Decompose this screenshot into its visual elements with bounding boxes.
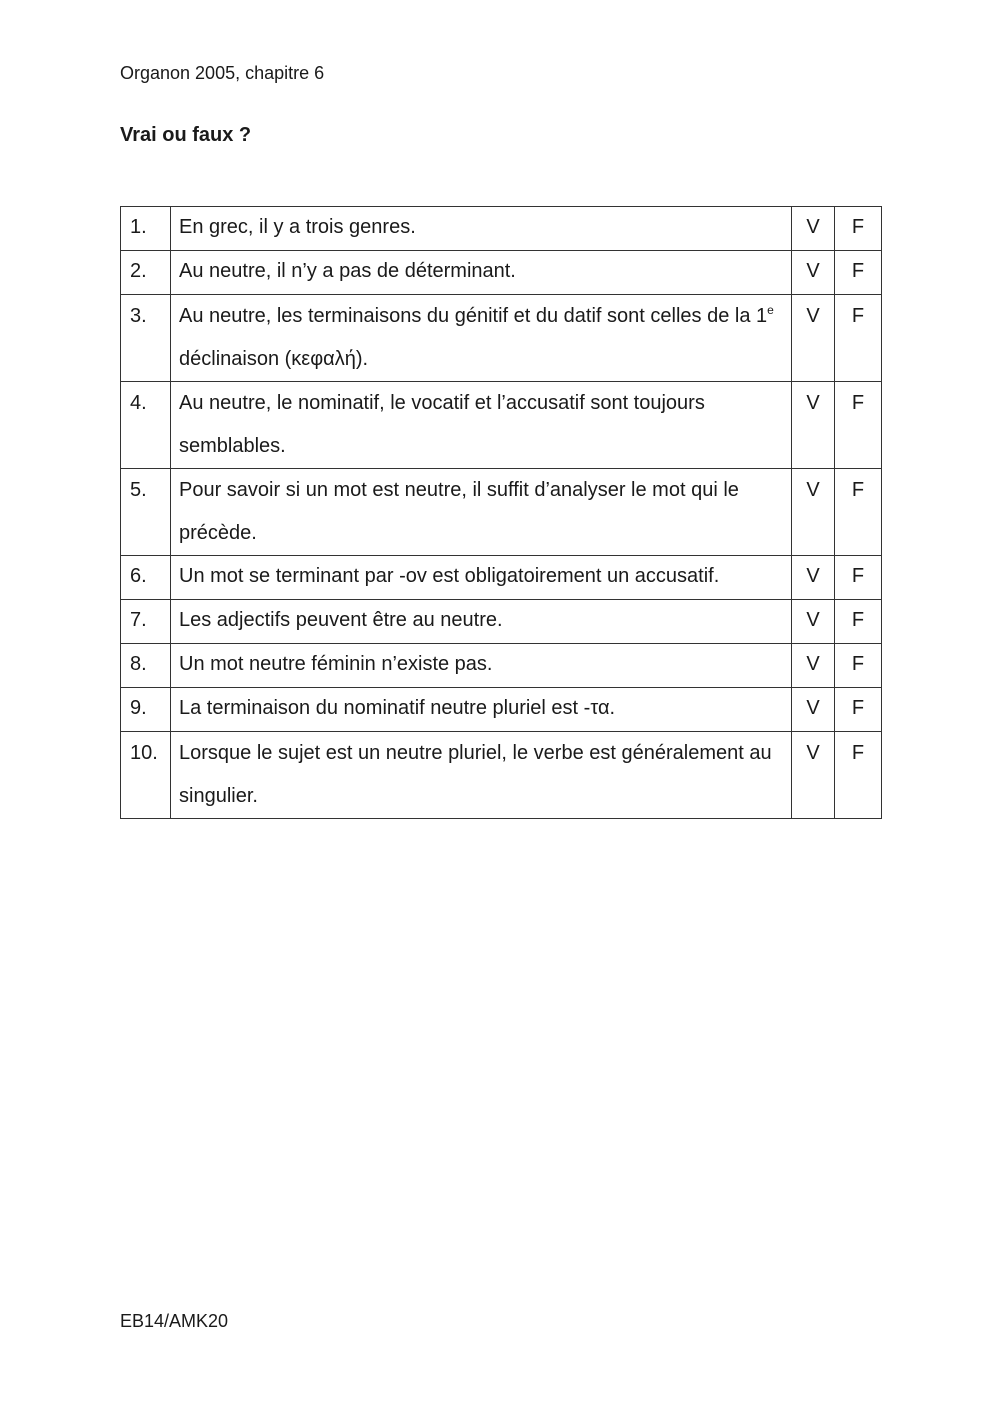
true-option[interactable]: V [792,644,835,688]
false-option[interactable]: F [835,688,882,732]
true-option[interactable]: V [792,600,835,644]
superscript: e [767,303,774,317]
question-number: 9. [121,688,171,732]
question-number: 4. [121,382,171,469]
false-option[interactable]: F [835,382,882,469]
question-text: La terminaison du nominatif neutre pluriel est -τα. [171,688,792,732]
table-row [121,382,882,469]
true-option[interactable]: V [792,732,835,819]
question-text: Un mot se terminant par -ov est obligatoirement un accusatif. [171,556,792,600]
table-row [121,251,882,295]
false-option[interactable]: F [835,207,882,251]
table-row [121,600,882,644]
question-number: 2. [121,251,171,295]
table-row [121,207,882,251]
question-number: 6. [121,556,171,600]
true-option[interactable]: V [792,207,835,251]
question-text: Les adjectifs peuvent être au neutre. [171,600,792,644]
true-option[interactable]: V [792,295,835,382]
question-number: 3. [121,295,171,382]
false-option[interactable]: F [835,469,882,556]
false-option[interactable]: F [835,295,882,382]
question-text: Au neutre, il n’y a pas de déterminant. [171,251,792,295]
table-row [121,688,882,732]
false-option[interactable]: F [835,600,882,644]
question-text-main: Au neutre, les terminaisons du génitif et du datif sont celles de la 1 [179,305,768,327]
question-text: Au neutre, le nominatif, le vocatif et l’accusatif sont toujours semblables. [171,382,792,469]
document-header: Organon 2005, chapitre 6 [120,63,325,83]
true-option[interactable]: V [792,556,835,600]
table-row [121,732,882,819]
question-text-end: déclinaison (κεφαλή). [179,348,369,370]
false-option[interactable]: F [835,556,882,600]
true-option[interactable]: V [792,382,835,469]
question-number: 10. [121,732,171,819]
table-row [121,295,882,382]
true-option[interactable]: V [792,469,835,556]
question-number: 8. [121,644,171,688]
table-row [121,644,882,688]
question-number: 1. [121,207,171,251]
true-option[interactable]: V [792,688,835,732]
question-number: 7. [121,600,171,644]
question-text: Un mot neutre féminin n’existe pas. [171,644,792,688]
document-footer: EB14/AMK20 [120,1311,229,1331]
question-text: En grec, il y a trois genres. [171,207,792,251]
table-row [121,469,882,556]
true-option[interactable]: V [792,251,835,295]
table-row [121,556,882,600]
question-text [171,295,792,382]
false-option[interactable]: F [835,732,882,819]
question-number: 5. [121,469,171,556]
question-text: Lorsque le sujet est un neutre pluriel, le verbe est généralement au singulier. [171,732,792,819]
true-false-table [120,206,882,819]
question-text: Pour savoir si un mot est neutre, il suffit d’analyser le mot qui le précède. [171,469,792,556]
false-option[interactable]: F [835,644,882,688]
page-title: Vrai ou faux ? [120,124,252,146]
false-option[interactable]: F [835,251,882,295]
